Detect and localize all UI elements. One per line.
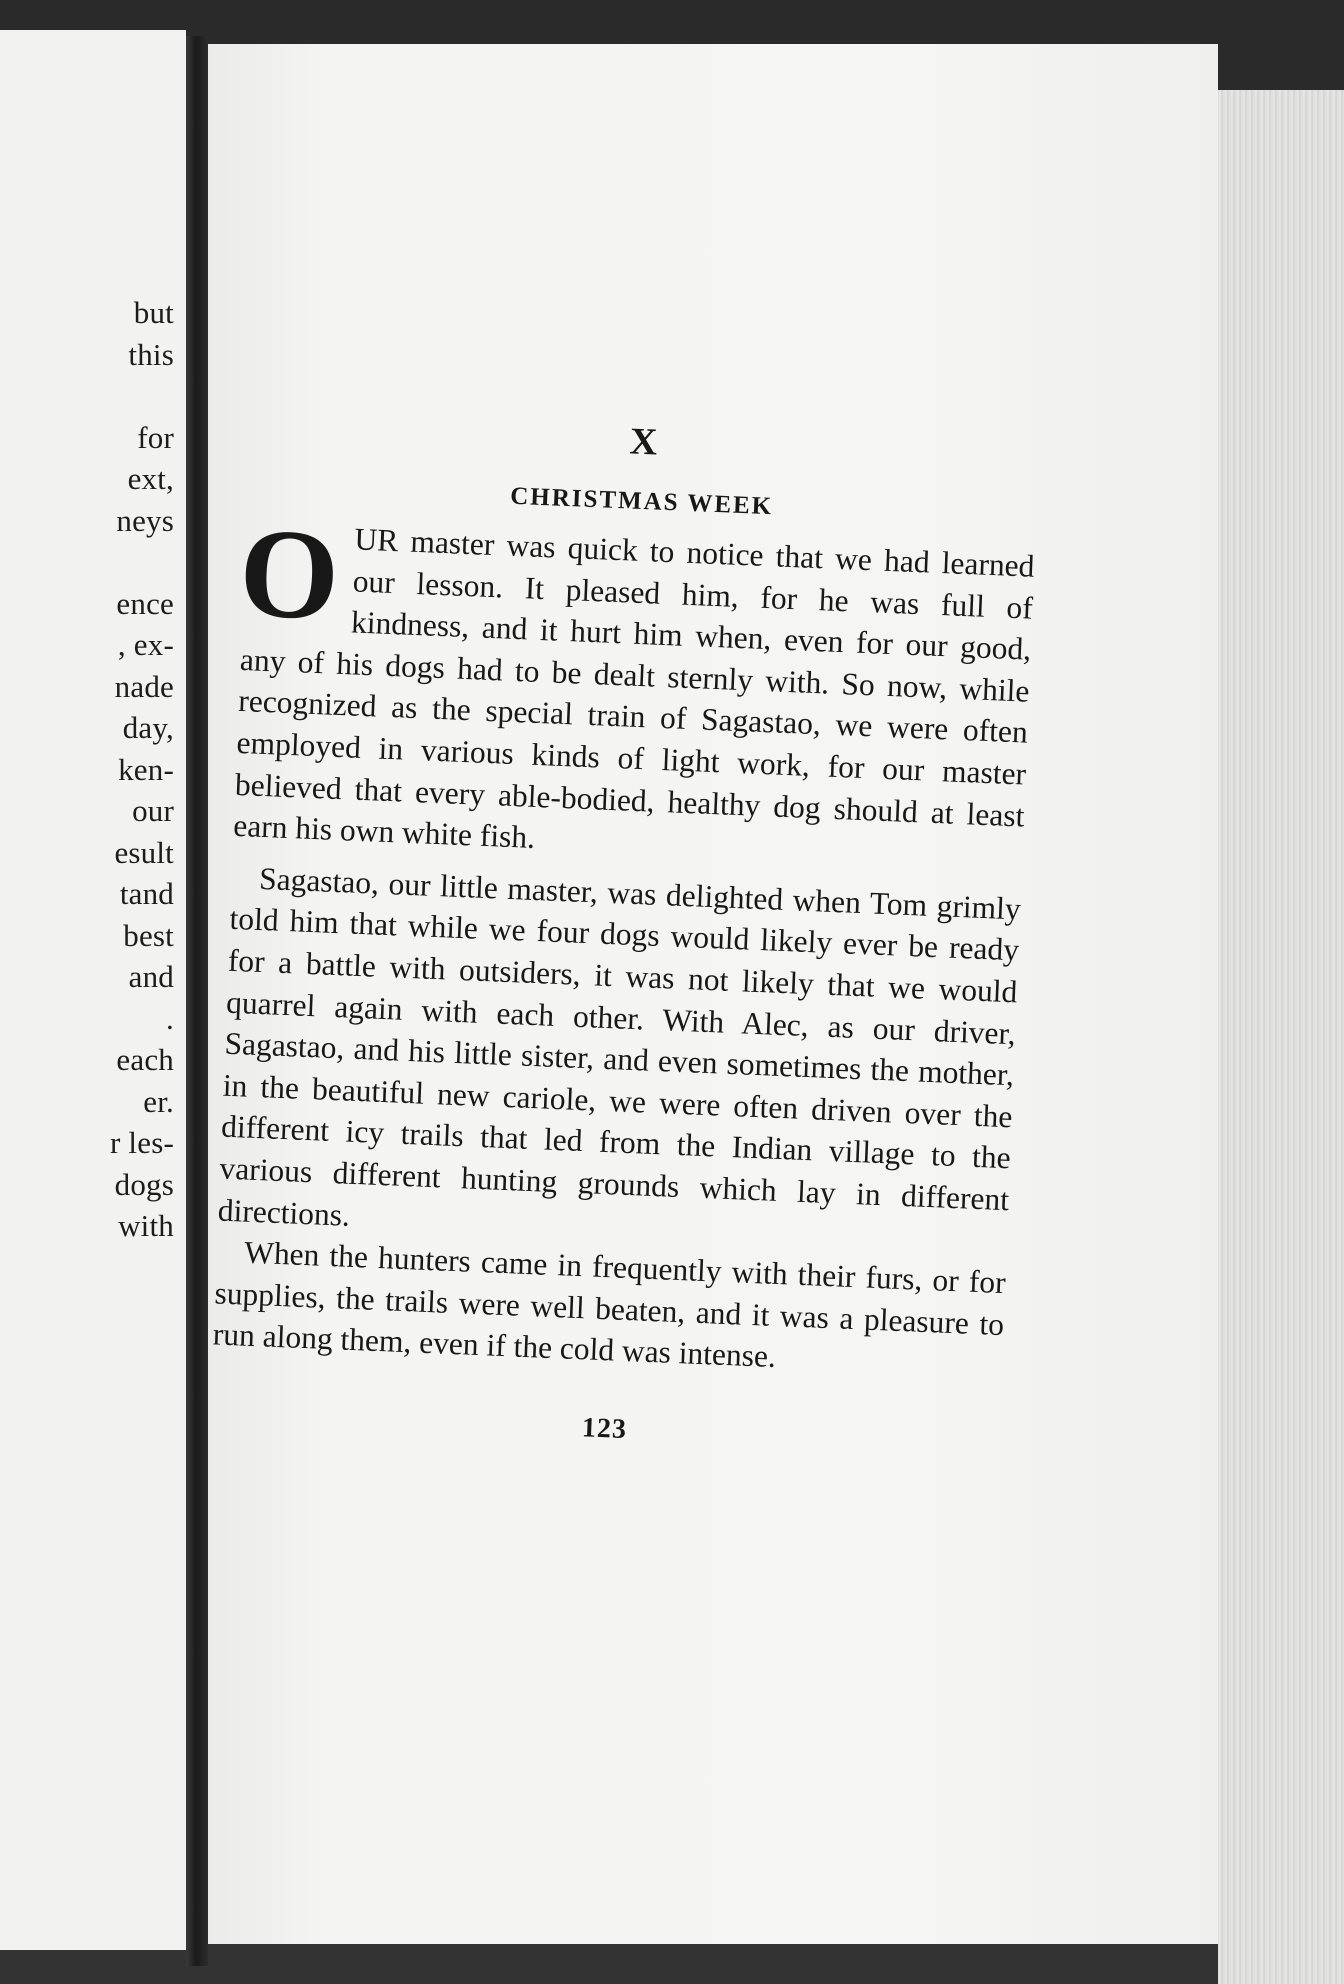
left-line: day, (122, 710, 174, 745)
left-line: ence (116, 585, 174, 621)
left-line: dogs (114, 1166, 174, 1202)
left-line: neys (116, 502, 174, 538)
page-number: 123 (581, 1412, 628, 1445)
left-line: best (123, 917, 174, 953)
left-line: but (133, 295, 174, 330)
left-line: er. (143, 1083, 174, 1119)
left-line: our (132, 793, 174, 828)
left-line: tand (119, 876, 174, 911)
left-page-text-fragments (0, 292, 174, 1247)
paragraph-1-text: UR master was quick to notice that we had learned our lesson. It pleased him, for he was full of kindness, and it hurt him when, even for our good, any of his dogs had to be dealt sternly with. So now, while recognized as the special train of Sagastao, we were often employed in various kinds of light work, for our master believed that every able-bodied, healthy dog should at least earn his own white fish. (232, 521, 1036, 856)
left-facing-page (0, 30, 186, 1950)
paragraph-3: When the hunters came in frequently with their furs, or for supplies, the trails were well beaten, and it was a pleasure to run along them, even if the cold was intense. (212, 1234, 1007, 1375)
left-line: . (166, 1000, 174, 1036)
left-line: esult (114, 834, 174, 870)
left-line: nade (114, 668, 174, 704)
page-block-edges (1218, 90, 1344, 1984)
left-line (0, 375, 174, 417)
drop-cap: O (236, 500, 342, 647)
left-line: for (137, 419, 174, 455)
left-line: , ex- (117, 627, 174, 662)
left-line: and (128, 959, 174, 994)
chapter-number: X (629, 420, 660, 464)
left-line: ext, (127, 461, 174, 496)
chapter-title: CHRISTMAS WEEK (509, 482, 774, 521)
left-line: r les- (109, 1125, 174, 1160)
left-line: this (128, 336, 174, 372)
book-gutter (186, 36, 208, 1966)
left-line: with (118, 1208, 174, 1243)
page-content (209, 404, 1040, 1461)
paragraph-2: Sagastao, our little master, was delighted when Tom grimly told him that while we four dogs would likely ever be ready for a battle with outsiders, it was not likely that we would quarrel again with each other. With Alec, as our driver, Sagastao, and his little sister, and even sometimes the mother, in the beautiful new cariole, we were often driven over the different icy trails that led from the Indian village to the various different hunting grounds which lay in different directions. (217, 860, 1022, 1233)
left-line: each (116, 1042, 174, 1077)
left-line: ken- (118, 751, 174, 787)
left-line (0, 541, 174, 583)
